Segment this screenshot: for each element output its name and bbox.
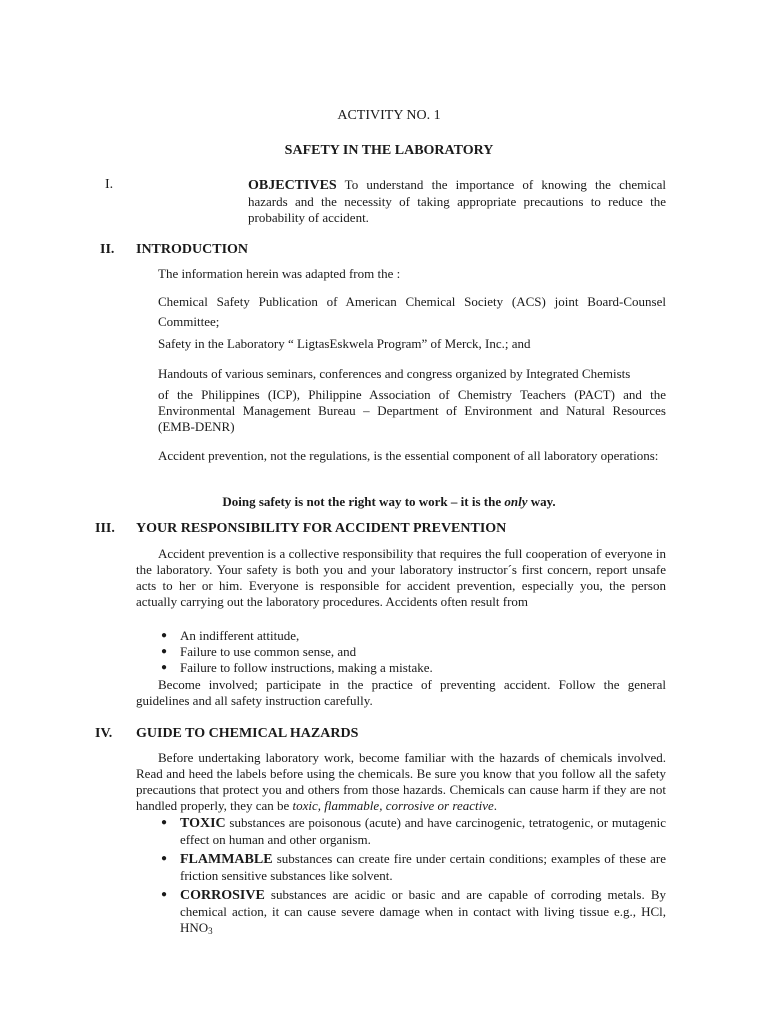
section-number-responsibility: III. [95, 521, 115, 536]
hazard-desc-flammable: substances can create fire under certain conditions; examples of these are friction sensitive substances like solvent. [180, 851, 666, 883]
bullet-icon: ● [161, 889, 168, 900]
activity-label: ACTIVITY NO. [337, 108, 434, 123]
bullet-icon: ● [161, 630, 168, 641]
objectives-label: OBJECTIVES [248, 178, 337, 193]
list-item: ● Failure to follow instructions, making a mistake. [161, 660, 433, 675]
responsibility-paragraph: Accident prevention is a collective responsibility that requires the full cooperation of everyone in the laboratory. Your safety is both you and your laboratory instructor´s first concern, report unsafe acts to her or him. Everyone is responsible for accident prevention, especially you, the person actually carrying out the laboratory procedures. Accidents often result from [136, 546, 666, 609]
list-item: ● Failure to use common sense, and [161, 644, 357, 659]
section-number-hazards: IV. [95, 726, 113, 741]
list-item: ● An indifferent attitude, [161, 628, 300, 643]
objectives-text: To understand the importance of knowing the chemical hazards and the necessity of taking appropriate precautions to reduce the probability of accident. [248, 177, 666, 225]
intro-source-merck: Safety in the Laboratory “ LigtasEskwela Program” of Merck, Inc.; and [158, 336, 531, 351]
objectives-paragraph [248, 177, 666, 226]
subscript-3: 3 [208, 926, 213, 936]
list-item [158, 887, 666, 936]
hazards-paragraph [136, 750, 666, 814]
safety-motto [0, 494, 768, 510]
hazard-term-toxic: TOXIC [180, 816, 226, 831]
motto-emphasis: only [504, 494, 528, 509]
hazard-types-list [158, 815, 666, 936]
motto-part-2: way. [527, 494, 556, 509]
hazard-term-flammable: FLAMMABLE [180, 852, 273, 867]
become-involved-paragraph: Become involved; participate in the practice of preventing accident. Follow the general guidelines and all safety instruction carefully. [136, 677, 666, 708]
section-heading-hazards: GUIDE TO CHEMICAL HAZARDS [136, 726, 359, 741]
hazard-term-corrosive: CORROSIVE [180, 888, 265, 903]
activity-title [0, 108, 768, 124]
hazard-desc-toxic: substances are poisonous (acute) and have carcinogenic, tetratogenic, or mutagenic effect on human and other organism. [180, 815, 666, 847]
section-heading-responsibility: YOUR RESPONSIBILITY FOR ACCIDENT PREVENTION [136, 521, 507, 536]
hazards-types: toxic, flammable, corrosive or reactive [292, 798, 494, 813]
bullet-icon: ● [161, 646, 168, 657]
intro-source-acs: Chemical Safety Publication of American Chemical Society (ACS) joint Board-Counsel Committee; [158, 294, 666, 329]
section-number-introduction: II. [100, 242, 115, 257]
intro-source-lead: The information herein was adapted from the : [158, 266, 401, 281]
list-item [158, 851, 666, 884]
accident-causes-list [158, 628, 666, 676]
list-item [158, 815, 666, 848]
bullet-icon: ● [161, 853, 168, 864]
intro-source-handouts-line1: Handouts of various seminars, conferences and congress organized by Integrated Chemists [158, 366, 631, 381]
intro-accident-prevention: Accident prevention, not the regulations, is the essential component of all laboratory operations: [158, 448, 659, 463]
section-heading-introduction: INTRODUCTION [136, 242, 249, 257]
hazards-text: Before undertaking laboratory work, become familiar with the hazards of chemicals involved. Read and heed the labels before using the chemicals. Be sure you know that you follow all the safety precautions that protect you and others from those hazards. Chemicals can cause harm if they are not handled properly, they can be [136, 750, 666, 813]
hazard-desc-corrosive: substances are acidic or basic and are capable of corroding metals. By chemical action, it can cause severe damage when in contact with living tissue e.g., HCl, HNO [180, 887, 666, 935]
hazards-period: . [493, 798, 497, 813]
bullet-icon: ● [161, 817, 168, 828]
intro-source-handouts-rest: of the Philippines (ICP), Philippine Association of Chemistry Teachers (PACT) and the Environmental Management Bureau – Department of Environment and Natural Resources (EMB-DENR) [158, 387, 666, 434]
activity-number: 1 [433, 108, 441, 123]
section-number-objectives: I. [105, 177, 114, 192]
document-title: SAFETY IN THE LABORATORY [284, 143, 494, 158]
bullet-icon: ● [161, 662, 168, 673]
motto-part-1: Doing safety is not the right way to work – it is the [222, 494, 505, 509]
